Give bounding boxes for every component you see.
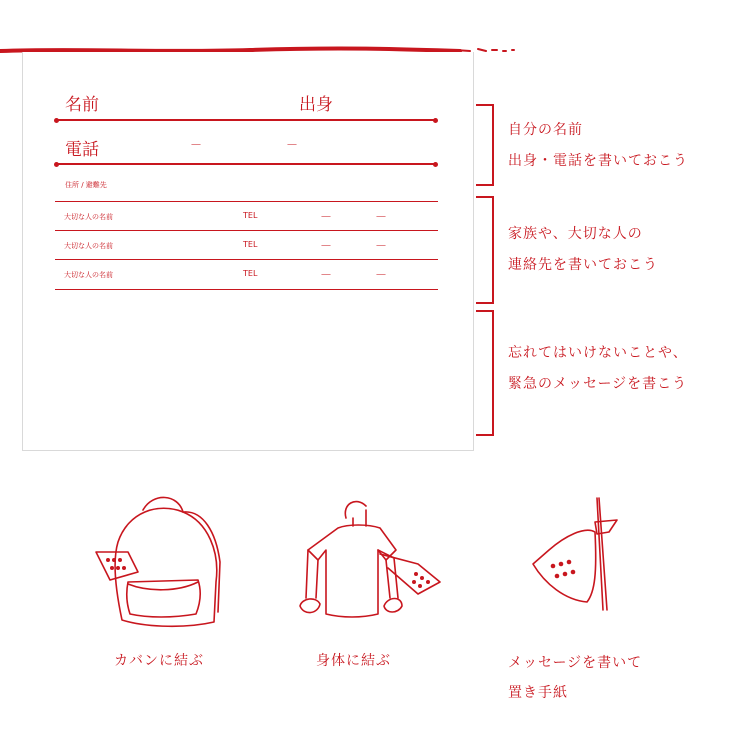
note-1-line1: 自分の名前 bbox=[508, 122, 583, 138]
note-3-line2: 緊急のメッセージを書こう bbox=[508, 376, 688, 392]
name-rule bbox=[56, 119, 436, 121]
name-label: 名前 bbox=[65, 95, 99, 115]
contact-dash: － bbox=[320, 210, 333, 224]
contact-tel-label: TEL bbox=[243, 211, 258, 220]
body-tie-icon bbox=[298, 498, 448, 638]
contact-dash: － bbox=[375, 239, 388, 253]
contact-dash: － bbox=[375, 268, 388, 282]
body-caption: 身体に結ぶ bbox=[316, 653, 391, 669]
contact-dash: － bbox=[320, 268, 333, 282]
contact-rule bbox=[55, 230, 438, 231]
phone-label: 電話 bbox=[65, 140, 99, 160]
note-caption-line2: 置き手紙 bbox=[508, 685, 568, 701]
backpack-caption: カバンに結ぶ bbox=[114, 653, 204, 669]
phone-dash: － bbox=[286, 138, 299, 152]
contact-tel-label: TEL bbox=[243, 240, 258, 249]
note-3 bbox=[508, 338, 688, 400]
contact-rule bbox=[55, 259, 438, 260]
note-1-line2: 出身・電話を書いておこう bbox=[508, 153, 688, 169]
rule-dot bbox=[433, 118, 438, 123]
contact-rule bbox=[55, 289, 438, 290]
note-2 bbox=[508, 219, 658, 281]
contact-name-label: 大切な人の名前 bbox=[64, 213, 113, 221]
address-rule bbox=[55, 201, 438, 202]
phone-dash: － bbox=[190, 138, 203, 152]
note-bracket bbox=[476, 310, 494, 436]
note-bracket bbox=[476, 104, 494, 186]
note-1 bbox=[508, 115, 688, 177]
backpack-icon bbox=[88, 492, 238, 642]
contact-dash: － bbox=[375, 210, 388, 224]
phone-rule bbox=[56, 163, 436, 165]
contact-tel-label: TEL bbox=[243, 269, 258, 278]
note-caption-line1: メッセージを書いて bbox=[508, 655, 643, 671]
origin-label: 出身 bbox=[299, 95, 333, 115]
note-message-icon bbox=[525, 492, 635, 632]
rule-dot bbox=[433, 162, 438, 167]
tag-form-card bbox=[22, 52, 474, 451]
contact-name-label: 大切な人の名前 bbox=[64, 271, 113, 279]
note-bracket bbox=[476, 196, 494, 304]
address-label: 住所 / 避難先 bbox=[65, 181, 107, 189]
note-2-line2: 連絡先を書いておこう bbox=[508, 257, 658, 273]
note-2-line1: 家族や、大切な人の bbox=[508, 226, 643, 242]
note-3-line1: 忘れてはいけないことや、 bbox=[508, 345, 688, 361]
contact-name-label: 大切な人の名前 bbox=[64, 242, 113, 250]
contact-dash: － bbox=[320, 239, 333, 253]
